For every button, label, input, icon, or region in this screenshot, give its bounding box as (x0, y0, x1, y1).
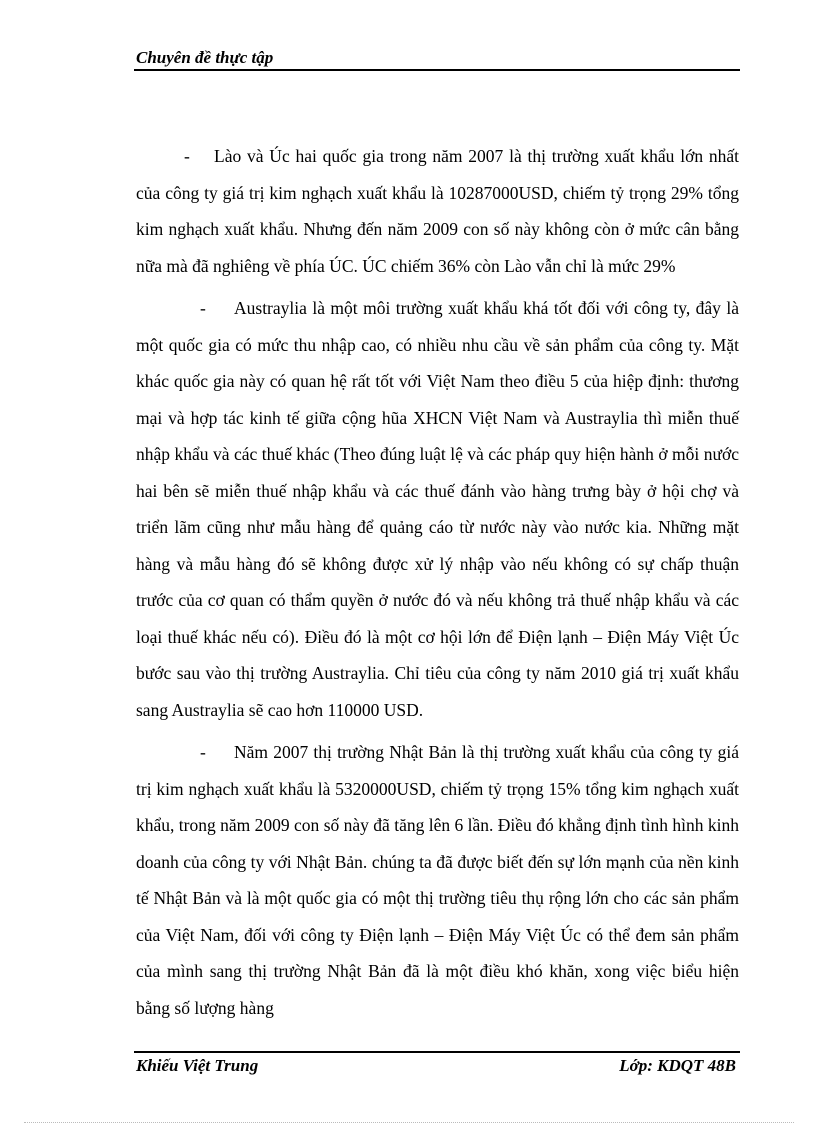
document-body (136, 138, 739, 1026)
paragraph-text: Austraylia là một môi trường xuất khẩu khá tốt đối với công ty, đây là một quốc gia có mức thu nhập cao, có nhiều nhu cầu về sản phẩm của công ty. Mặt khác quốc gia này có quan hệ rất tốt với Việt Nam theo điều 5 của hiệp định: thương mại và hợp tác kinh tế giữa cộng hũa XHCN Việt Nam và Austraylia thì miễn thuế nhập khẩu và các thuế khác (Theo đúng luật lệ và các pháp quy hiện hành ở mỗi nước hai bên sẽ miễn thuế nhập khẩu và các thuế đánh vào hàng trưng bày ở hội chợ và triển lãm cũng như mẫu hàng để quảng cáo từ nước này vào nước kia. Những mặt hàng và mẫu hàng đó sẽ không được xử lý nhập vào nếu không có sự chấp thuận trước của cơ quan có thẩm quyền ở nước đó và nếu không trả thuế nhập khẩu và các loại thuế khác nếu có). Điều đó là một cơ hội lớn để Điện lạnh – Điện Máy Việt Úc bước sau vào thị trường Austraylia. Chỉ tiêu của công ty năm 2010 giá trị xuất khẩu sang Austraylia sẽ cao hơn 110000 USD. (136, 298, 739, 720)
header-divider (134, 69, 740, 71)
paragraph-text: Năm 2007 thị trường Nhật Bản là thị trường xuất khẩu của công ty giá trị kim nghạch xuất khẩu là 5320000USD, chiếm tỷ trọng 15% tổng kim nghạch xuất khẩu, trong năm 2009 con số này đã tăng lên 6 lần. Điều đó khẳng định tình hình kinh doanh của công ty với Nhật Bản. chúng ta đã được biết đến sự lớn mạnh của nền kinh tế Nhật Bản và là một quốc gia có một thị trường tiêu thụ rộng lớn cho các sản phẩm của Việt Nam, đối với công ty Điện lạnh – Điện Máy Việt Úc có thể đem sản phẩm của mình sang thị trường Nhật Bản đã là một điều khó khăn, xong việc biểu hiện bằng số lượng hàng (136, 742, 739, 1018)
paragraph-laos-australia-export (136, 138, 739, 284)
bullet-dash: - (200, 298, 206, 318)
paragraph-australia-market (136, 290, 739, 728)
footer-divider (134, 1051, 740, 1053)
footer-class-label: Lớp: KDQT 48B (619, 1056, 736, 1075)
footer-author: Khiếu Việt Trung (136, 1056, 259, 1075)
paragraph-text: Lào và Úc hai quốc gia trong năm 2007 là thị trường xuất khẩu lớn nhất của công ty giá trị kim nghạch xuất khẩu là 10287000USD, chiếm tỷ trọng 29% tổng kim nghạch xuất khẩu. Nhưng đến năm 2009 con số này không còn ở mức cân bằng nữa mà đã nghiêng về phía ÚC. ÚC chiếm 36% còn Lào vẫn chỉ là mức 29% (136, 146, 739, 276)
bullet-dash: - (200, 742, 206, 762)
paragraph-japan-market (136, 734, 739, 1026)
page-header-title: Chuyên đề thực tập (136, 48, 274, 67)
bullet-dash: - (184, 146, 190, 166)
